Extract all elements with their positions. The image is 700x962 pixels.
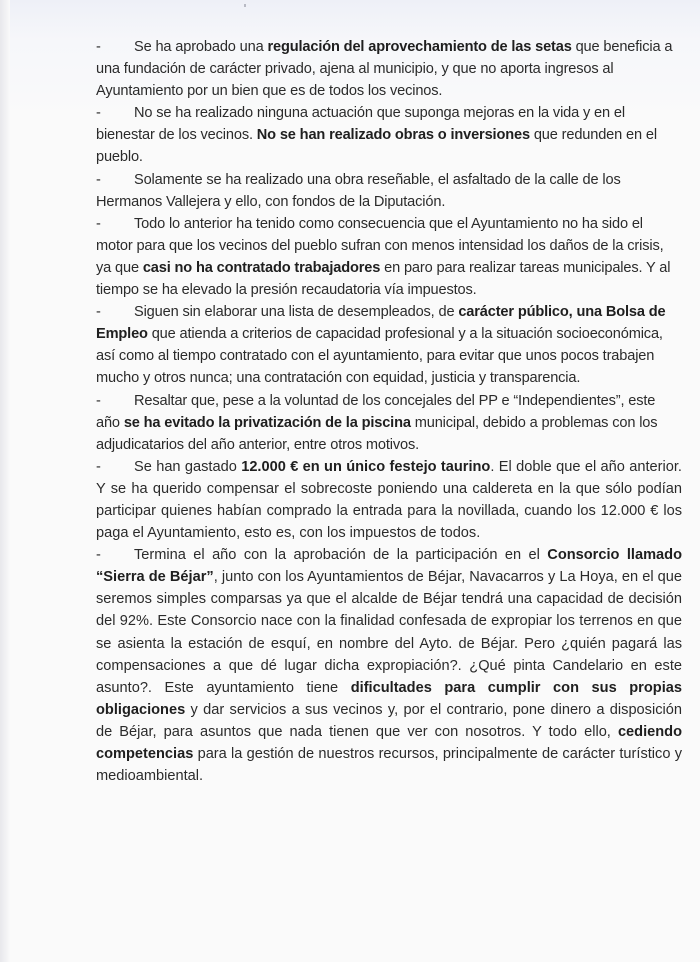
list-item-no-obras (96, 102, 682, 168)
bullet-dash: - (96, 171, 101, 188)
text-run: en paro para realizar tareas municipales. Y al tiempo se ha elevado la presión recaudatoria vía impuestos. (96, 259, 671, 299)
text-run: . El doble que el año anterior. Y se ha querido compensar el sobrecoste poniendo una caldereta en la que sólo podían participar quienes habían comprado la entrada para la novillada, cuando los 12.000 € los paga el Ayuntamiento, esto es, con los impuestos de todos. (96, 458, 682, 542)
list-item-festejo-taurino (96, 456, 682, 544)
text-run: que beneficia a una fundación de carácter privado, ajena al municipio, y que no aporta ingresos al Ayuntamiento por un bien que es de todos los vecinos. (96, 39, 673, 100)
bullet-dash: - (96, 304, 101, 321)
scan-margin-shadow (0, 0, 10, 962)
bullet-dash: - (96, 458, 101, 475)
bold-text: 12.000 € en un único festejo taurino (241, 458, 491, 475)
text-run: Resaltar que, pese a la voluntad de los concejales del PP e “Independientes”, este año (96, 392, 656, 431)
text-run: , junto con los Ayuntamientos de Béjar, Navacarros y La Hoya, en el que seremos simples comparsas ya que el alcalde de Béjar tendrá una capacidad de decisión del 92%. Este Consorcio nace con la finalidad confesada de expropiar los terrenos en que se asienta la estación de esquí, en nombre del Ayto. de Béjar. Pero ¿quién pagará las compensaciones a que dé lugar dicha expropiación?. ¿Qué pinta Candelario en este asunto?. Este ayuntamiento tiene (96, 569, 682, 696)
bold-text: Consorcio llamado “Sierra de Béjar” (96, 547, 682, 586)
text-run: y dar servicios a sus vecinos y, por el contrario, pone dinero a disposición de Béjar, para asuntos que nada tienen que ver con nosotros. Y todo ello, (96, 701, 682, 740)
text-run: Se han gastado (134, 458, 242, 475)
list-item-contratacion (96, 213, 682, 301)
bold-text: regulación del aprovechamiento de las setas (267, 39, 572, 55)
bold-text: cediendo competencias (96, 723, 682, 762)
bullet-dash: - (96, 215, 101, 232)
bullet-dash: - (96, 105, 101, 122)
bullet-dash: - (96, 392, 101, 409)
text-run: Solamente se ha realizado una obra reseñable, el asfaltado de la calle de los Hermanos Vallejera y ello, con fondos de la Diputación. (96, 171, 621, 210)
text-run: Siguen sin elaborar una lista de desempleados, de (134, 304, 459, 321)
list-item-setas (96, 36, 682, 102)
bold-text: dificultades para cumplir con sus propias obligaciones (96, 679, 682, 718)
text-run: No se ha realizado ninguna actuación que suponga mejoras en la vida y en el bienestar de los vecinos. (96, 105, 625, 144)
text-run: Termina el año con la aprobación de la participación en el (134, 547, 548, 564)
list-item-piscina (96, 390, 682, 456)
bold-text: se ha evitado la privatización de la piscina (123, 414, 411, 431)
bold-text: carácter público, una Bolsa de Empleo (96, 304, 666, 343)
text-run: que atienda a criterios de capacidad profesional y a la situación socioeconómica, así como al tiempo contratado con el ayuntamiento, para evitar que unos pocos trabajen mucho y otros nunca; una contratación con equidad, justicia y transparencia. (96, 326, 663, 387)
text-run: Todo lo anterior ha tenido como consecuencia que el Ayuntamiento no ha sido el motor para que los vecinos del pueblo sufran con menos intensidad los daños de la crisis, ya que (96, 215, 664, 276)
bullet-dash: - (96, 547, 101, 564)
bullet-dash: - (96, 39, 101, 55)
document-body (96, 36, 682, 787)
text-run: municipal, debido a problemas con los adjudicatarios del año anterior, entre otros motivos. (96, 414, 658, 453)
list-item-consorcio (96, 544, 682, 787)
list-item-asfaltado (96, 169, 682, 213)
list-item-bolsa-empleo (96, 301, 682, 389)
text-run: Se ha aprobado una (134, 39, 268, 55)
scan-artifact (244, 4, 246, 7)
text-run: que redunden en el pueblo. (96, 127, 657, 166)
text-run: para la gestión de nuestros recursos, principalmente de carácter turístico y medioambiental. (96, 746, 682, 785)
bold-text: casi no ha contratado trabajadores (142, 259, 381, 276)
bold-text: No se han realizado obras o inversiones (256, 127, 530, 144)
